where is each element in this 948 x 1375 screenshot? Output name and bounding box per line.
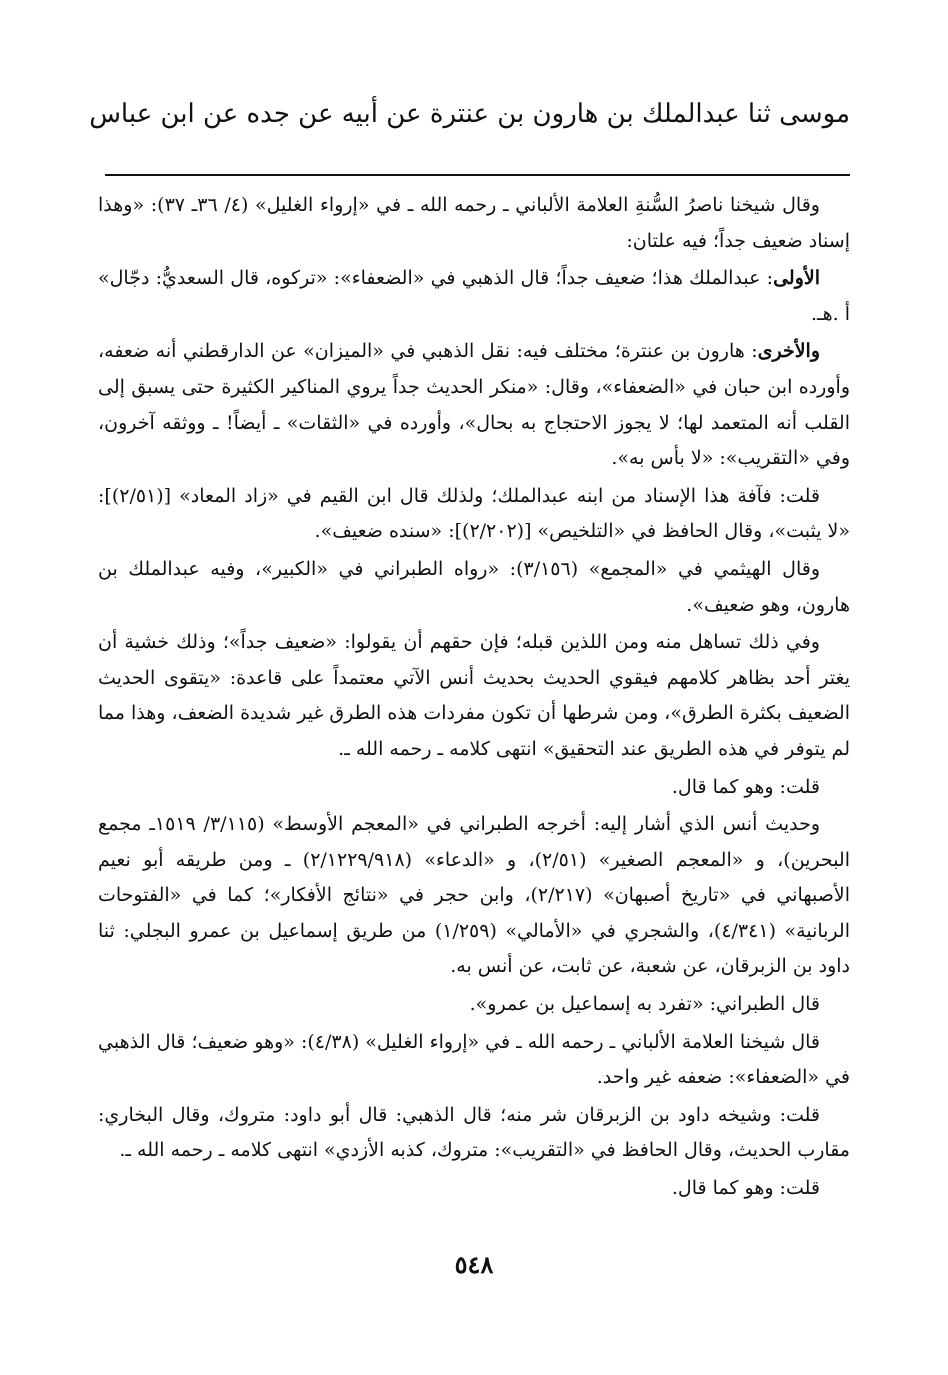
paragraph-1-text: وقال شيخنا ناصرُ السُّنةِ العلامة الألباني ـ رحمه الله ـ في «إرواء الغليل» (٤/ ٣٦ـ ٣٧): «وهذا إسناد ضعيف جداً؛ فيه علتان: — [98, 194, 850, 252]
paragraph-3 — [98, 334, 850, 476]
paragraph-7-text: قلت: وهو كما قال. — [671, 775, 820, 798]
page-number: ٥٤٨ — [454, 1250, 494, 1279]
paragraph-4 — [98, 479, 850, 550]
paragraph-10-text: قال شيخنا العلامة الألباني ـ رحمه الله ـ في «إرواء الغليل» (٤/٣٨): «وهو ضعيف؛ قال الذهبي في «الضعفاء»: ضعفه غير واحد. — [98, 1030, 850, 1089]
paragraph-1 — [98, 188, 850, 259]
paragraph-5 — [98, 552, 850, 623]
paragraph-11-text: قلت: وشيخه داود بن الزبرقان شر منه؛ قال الذهبي: قال أبو داود: متروك، وقال البخاري: مقارب الحديث، وقال الحافظ في «التقريب»: متروك، كذبه الأزدي» انتهى كلامه ـ رحمه الله ـ. — [98, 1103, 850, 1162]
paragraph-2-text: : عبدالملك هذا؛ ضعيف جداً؛ قال الذهبي في «الضعفاء»: «تركوه، قال السعديُّ: دجّال» أ .هـ. — [98, 267, 850, 325]
header-rule — [105, 174, 850, 176]
paragraph-9 — [98, 987, 850, 1023]
paragraph-7 — [98, 770, 850, 806]
paragraph-4-text: قلت: فآفة هذا الإسناد من ابنه عبدالملك؛ ولذلك قال ابن القيم في «زاد المعاد» [(٢/٥١)]: «لا يثبت»، وقال الحافظ في «التلخيص» [(٢/٢٠٢)]: «سنده ضعيف». — [98, 484, 850, 543]
paragraph-3-text: : هارون بن عنترة؛ مختلف فيه: نقل الذهبي في «الميزان» عن الدارقطني أنه ضعفه، وأورده ابن حبان في «الضعفاء»، وقال: «منكر الحديث جداً يروي المناكير الكثيرة حتى يسبق إلى القلب أنه المتعمد لها؛ لا يجوز الاحتجاج به بحال»، وأورده في «الثقات» ـ أيضاً! ـ ووثقه آخرون، وفي «التقريب»: «لا بأس به». — [98, 340, 850, 470]
paragraph-11 — [98, 1098, 850, 1169]
body-text — [98, 188, 850, 1207]
paragraph-3-lead: والأخرى — [757, 340, 820, 363]
paragraph-12-text: قلت: وهو كما قال. — [671, 1177, 820, 1200]
paragraph-6-text: وفي ذلك تساهل منه ومن اللذين قبله؛ فإن حقهم أن يقولوا: «ضعيف جداً»؛ وذلك خشية أن يغتر أحد بظاهر كلامهم فيقوي الحديث بحديث أنس الآتي معتمداً على قاعدة: «يتقوى الحديث الضعيف بكثرة الطرق»، ومن شرطها أن تكون مفردات هذه الطرق غير شديدة الضعف، وهذا مما لم يتوفر في هذه الطريق عند التحقيق» انتهى كلامه ـ رحمه الله ـ. — [98, 631, 850, 760]
paragraph-10 — [98, 1025, 850, 1096]
paragraph-2-lead: الأولى — [773, 267, 820, 290]
running-header: موسى ثنا عبدالملك بن هارون بن عنترة عن أبيه عن جده عن ابن عباس — [89, 99, 850, 129]
paragraph-8 — [98, 807, 850, 985]
paragraph-5-text: وقال الهيثمي في «المجمع» (٣/١٥٦): «رواه الطبراني في «الكبير»، وفيه عبدالملك بن هارون، وهو ضعيف». — [98, 557, 850, 616]
paragraph-9-text: قال الطبراني: «تفرد به إسماعيل بن عمرو». — [469, 993, 820, 1016]
paragraph-8-text: وحديث أنس الذي أشار إليه: أخرجه الطبراني في «المعجم الأوسط» (٣/١١٥/ ١٥١٩ـ مجمع البحرين)، و «المعجم الصغير» (٢/٥١)، و «الدعاء» (٢/١٢٢٩/٩١٨) ـ ومن طريقه أبو نعيم الأصبهاني في «تاريخ أصبهان» (٢/٢١٧)، وابن حجر في «نتائج الأفكار»؛ كما في «الفتوحات الربانية» (٤/٣٤١)، والشجري في «الأمالي» (١/٢٥٩) من طريق إسماعيل بن عمرو البجلي: ثنا داود بن الزبرقان، عن شعبة، عن ثابت، عن أنس به. — [98, 813, 851, 978]
paragraph-6 — [98, 625, 850, 767]
paragraph-2 — [98, 261, 850, 332]
paragraph-12 — [98, 1171, 850, 1207]
